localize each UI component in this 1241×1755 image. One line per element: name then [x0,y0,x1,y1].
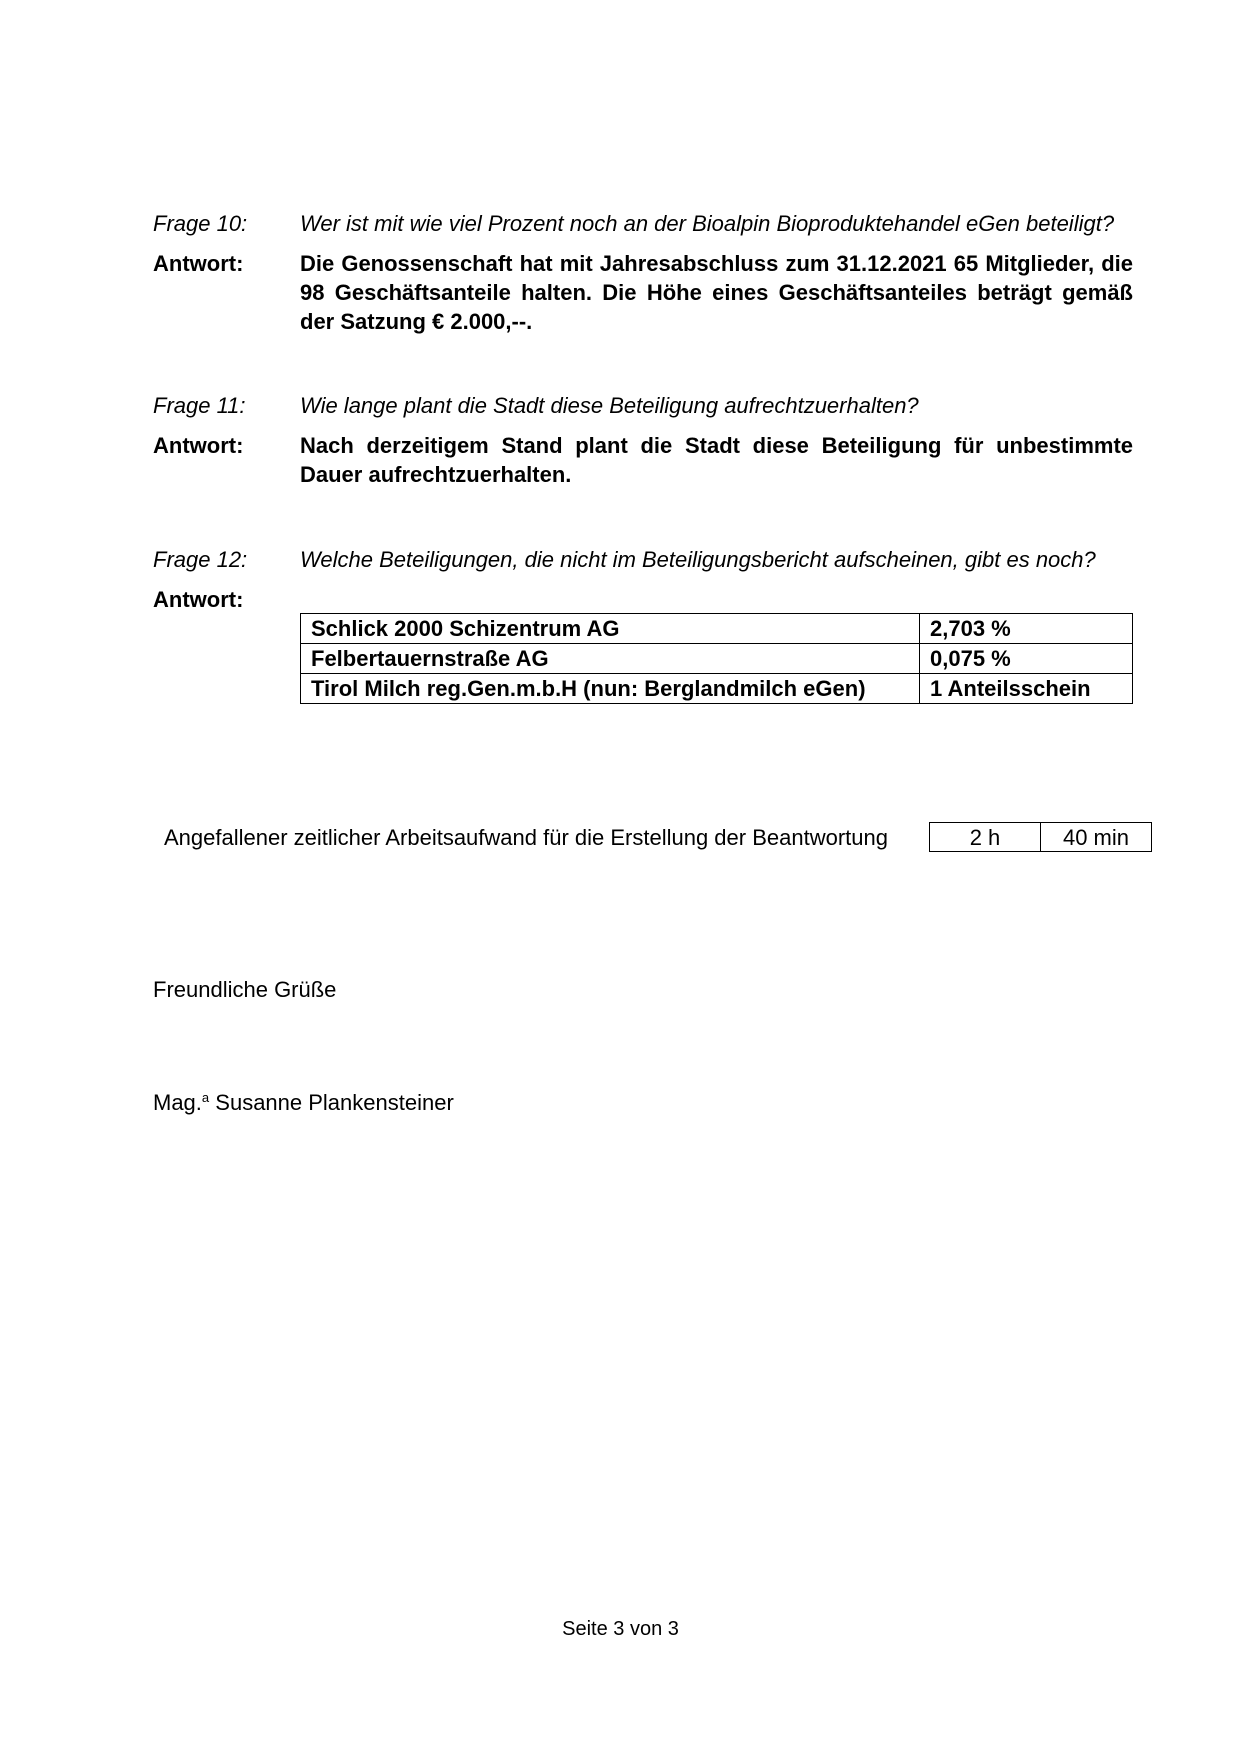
effort-minutes: 40 min [1041,823,1152,852]
holding-value: 2,703 % [920,614,1133,644]
question-text: Wer ist mit wie viel Prozent noch an der Bioalpin Bioproduktehandel eGen beteiligt? [300,211,1115,236]
question-label: Frage 12: [153,547,248,572]
effort-table [929,822,1152,852]
question-block-12 [153,545,1133,614]
holding-name: Felbertauernstraße AG [301,644,920,674]
effort-label: Angefallener zeitlicher Arbeitsaufwand für die Erstellung der Beantwortung [164,825,888,850]
holding-name: Tirol Milch reg.Gen.m.b.H (nun: Berglandmilch eGen) [301,674,920,704]
question-row [153,391,1133,420]
question-row [153,209,1133,238]
question-text: Welche Beteiligungen, die nicht im Beteiligungsbericht aufscheinen, gibt es noch? [300,547,1096,572]
answer-row [153,585,1133,614]
holding-value: 1 Anteilsschein [920,674,1133,704]
answer-label: Antwort: [153,251,244,276]
holding-value: 0,075 % [920,644,1133,674]
signature-name: Susanne Plankensteiner [215,1090,454,1115]
question-block-11 [153,391,1133,489]
table-row [301,644,1133,674]
answer-label: Antwort: [153,433,244,458]
table-row [301,674,1133,704]
answer-row [153,249,1133,336]
signature-superscript: a [201,1090,210,1105]
answer-text: Die Genossenschaft hat mit Jahresabschluss zum 31.12.2021 65 Mitglieder, die 98 Geschäftsanteile halten. Die Höhe eines Geschäftsanteiles beträgt gemäß der Satzung € 2.000,--. [300,251,1133,334]
question-label: Frage 11: [153,393,246,418]
closing-greeting: Freundliche Grüße [153,977,337,1002]
holdings-table [300,613,1133,704]
signature [153,1088,454,1117]
answer-row [153,431,1133,489]
question-block-10 [153,209,1133,336]
question-row [153,545,1133,574]
answer-label: Antwort: [153,587,244,612]
holding-name: Schlick 2000 Schizentrum AG [301,614,920,644]
table-row [301,614,1133,644]
question-label: Frage 10: [153,211,248,236]
page-number: Seite 3 von 3 [562,1618,679,1640]
question-text: Wie lange plant die Stadt diese Beteiligung aufrechtzuerhalten? [300,393,919,418]
answer-text: Nach derzeitigem Stand plant die Stadt diese Beteiligung für unbestimmte Dauer aufrechtzuerhalten. [300,433,1133,487]
signature-title: Mag. [153,1090,202,1115]
table-row [930,823,1152,852]
effort-hours: 2 h [930,823,1041,852]
